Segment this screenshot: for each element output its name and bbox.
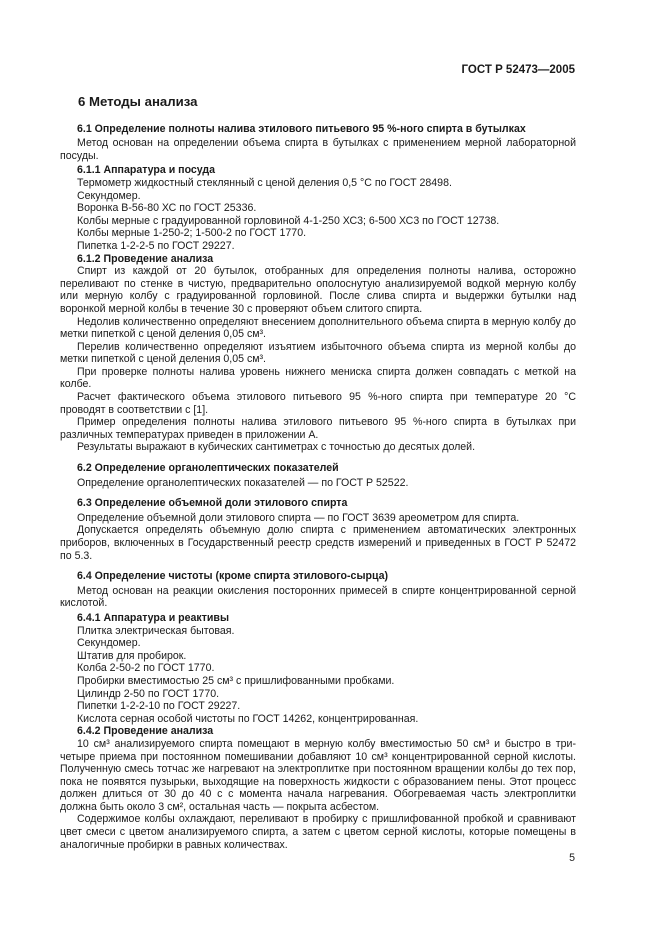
paragraph: Результаты выражают в кубических сантиметрах с точностью до десятых долей. [77, 441, 476, 454]
paragraph: Расчет фактического объема этилового питьевого 95 %-ного спирта при температуре 20 °С проводят в соответствии с [1]. [60, 391, 576, 416]
list-item: Колбы мерные 1-250-2; 1-500-2 по ГОСТ 1770. [77, 227, 307, 240]
heading-6-4: 6.4 Определение чистоты (кроме спирта этилового-сырца) [77, 570, 389, 583]
list-item: Цилиндр 2-50 по ГОСТ 1770. [77, 687, 220, 700]
paragraph: Пример определения полноты налива этилового питьевого 95 %-ного спирта в бутылках при различных температурах приведен в приложении А. [60, 416, 576, 441]
list-item: Пипетка 1-2-2-5 по ГОСТ 29227. [77, 239, 235, 252]
document-body [60, 92, 576, 851]
paragraph: Определение органолептических показателей — по ГОСТ Р 52522. [77, 476, 409, 489]
heading-6-1-1: 6.1.1 Аппаратура и посуда [77, 164, 216, 177]
list-item: Секундомер. [77, 189, 141, 202]
paragraph: Перелив количественно определяют изъятием избыточного объема спирта из мерной колбы до метки пипеткой с ценой деления 0,05 см³. [60, 340, 576, 366]
list-item: Воронка В-56-80 ХС по ГОСТ 25336. [77, 202, 257, 215]
list-item: Плитка электрическая бытовая. [77, 624, 235, 637]
paragraph: Метод основан на определении объема спирта в бутылках с применением мерной лабораторной посуды. [60, 137, 576, 162]
list-item: Колба 2-50-2 по ГОСТ 1770. [77, 662, 215, 675]
list-item: Колбы мерные с градуированной горловиной 4-1-250 ХС3; 6-500 ХС3 по ГОСТ 12738. [77, 214, 500, 227]
paragraph: 10 см³ анализируемого спирта помещают в мерную колбу вместимостью 50 см³ и быстро в три-четыре приема при постоянном помешивании добавляют 10 см³ концентрированной серной кислоты. Полученную смесь тотчас же нагревают на электроплитке при постоянном вращении колбы до тех пор, пока не появятся пузырьки, выходящие на поверхность жидкости с образованием пены. Этот процесс должен длиться от 30 до 40 с с момента начала нагревания. Обогреваемая часть электроплитки должна быть около 3 см², остальная часть — покрыта асбестом. [60, 737, 576, 813]
paragraph: Допускается определять объемную долю спирта с применением автоматических электронных приборов, включенных в Государственный реестр средств измерений и приведенных в ГОСТ Р 52472 по 5.3. [60, 524, 576, 562]
paragraph: Определение объемной доли этилового спирта — по ГОСТ 3639 ареометром для спирта. [77, 511, 520, 524]
heading-6-3: 6.3 Определение объемной доли этилового спирта [77, 497, 348, 510]
section-title: 6 Методы анализа [78, 94, 198, 109]
paragraph: Метод основан на реакции окисления посторонних примесей в спирте концентрированной серной кислотой. [60, 584, 576, 610]
heading-6-4-2: 6.4.2 Проведение анализа [77, 725, 214, 738]
page-number: 5 [569, 852, 575, 864]
heading-6-4-1: 6.4.1 Аппаратура и реактивы [77, 611, 229, 624]
heading-6-1-2: 6.1.2 Проведение анализа [77, 252, 214, 265]
page-header: ГОСТ Р 52473—2005 [461, 64, 575, 76]
list-item: Пипетки 1-2-2-10 по ГОСТ 29227. [77, 700, 241, 713]
heading-6-1: 6.1 Определение полноты налива этилового питьевого 95 %-ного спирта в бутылках [77, 122, 526, 135]
list-item: Кислота серная особой чистоты по ГОСТ 14262, концентрированная. [77, 712, 419, 725]
list-item: Секундомер. [77, 637, 141, 650]
list-item: Термометр жидкостный стеклянный с ценой деления 0,5 °С по ГОСТ 28498. [77, 176, 452, 189]
paragraph: Спирт из каждой от 20 бутылок, отобранных для определения полноты налива, осторожно переливают по стенке в чистую, предварительно ополоснутую анализируемой водкой мерную колбу или мерную колбу с градуированной горловиной. После слива спирта и выдержки бутылки над воронкой мерной колбы в течение 30 с проверяют объем слитого спирта. [60, 265, 576, 315]
paragraph: Содержимое колбы охлаждают, переливают в пробирку с пришлифованной пробкой и сравнивают цвет смеси с цветом анализируемого спирта, а затем с цветом серной кислоты, которые помещены в аналогичные пробирки в равных количествах. [60, 813, 576, 851]
paragraph: Недолив количественно определяют внесением дополнительного объема спирта в мерную колбу до метки пипеткой с ценой деления 0,05 см³. [60, 315, 576, 341]
list-item: Штатив для пробирок. [77, 649, 187, 662]
paragraph: При проверке полноты налива уровень нижнего мениска спирта должен совпадать с меткой на колбе. [60, 365, 576, 391]
heading-6-2: 6.2 Определение органолептических показателей [77, 462, 339, 475]
list-item: Пробирки вместимостью 25 см³ с пришлифованными пробками. [77, 674, 395, 687]
